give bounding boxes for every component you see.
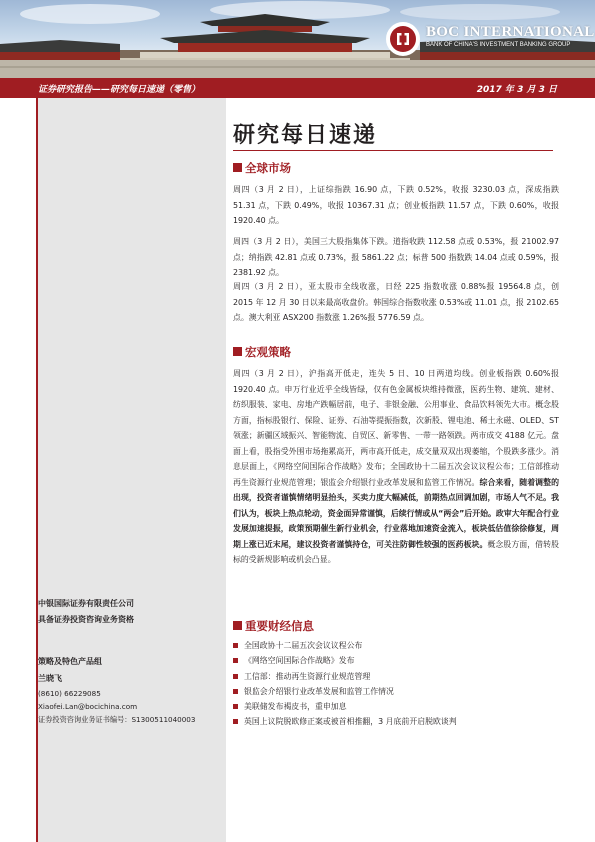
sidebar-accent-rule <box>36 98 38 842</box>
team-name: 策略及特色产品组 <box>38 657 102 666</box>
news-item-text: 全国政协十二届五次会议议程公布 <box>244 641 363 650</box>
left-sidebar <box>36 98 226 842</box>
section-title: 宏观策略 <box>245 345 291 359</box>
section-title: 重要财经信息 <box>245 619 314 633</box>
analyst-certificate: 证券投资咨询业务证书编号：S1300511040003 <box>38 715 196 724</box>
page-title: 研究每日速递 <box>233 122 378 148</box>
boc-logo-icon <box>386 22 420 56</box>
qualification-text: 具备证券投资咨询业务资格 <box>38 615 134 624</box>
analyst-email[interactable]: Xiaofei.Lan@bocichina.com <box>38 702 138 711</box>
bullet-square-icon <box>233 704 238 709</box>
bullet-square-icon <box>233 658 238 663</box>
news-list <box>233 638 559 730</box>
list-item <box>233 699 559 714</box>
brand-lockup <box>386 22 595 56</box>
report-header-bar <box>0 78 595 98</box>
macro-plain-text: 周四（3 月 2 日），沪指高开低走，连失 5 日、10 日两道均线。创业板指跌 0.60%报 1920.40 点。申万行业近乎全线皆绿，仅有色金属板块维持微涨，医药生物、建筑、建材、纺织服装、家电、房地产跌幅居前，电子、非银金融、公用事业、食品饮料领先大市。概念股方面，指标股银行、保险、证券、石油等提振指数，次新股、锂电池、稀土永磁、OLED、ST 领涨；新疆区域振兴、智能物流、自贸区、新零售、一带一路领跌。两市成交 4188 亿元。盘面上看，股指受外围市场拖累高开，两市高开低走，成交量双双出现萎缩，个股跌多涨少。消息层面上，《网络空间国际合作战略》发布；全国政协十二届五次会议议程公布；工信部推动再生资源行业规范管理；银监会介绍银行业改革发展和监管工作情况。 <box>233 369 559 487</box>
section-marker-icon <box>233 347 242 356</box>
paragraph-macro-strategy <box>233 366 559 568</box>
brand-name: BOC INTERNATIONAL <box>426 24 595 40</box>
macro-tail-text: 概念股方面，借转股标的受新规影响或机会凸显。 <box>233 539 559 564</box>
list-item <box>233 714 559 729</box>
header-banner <box>0 0 595 78</box>
section-title: 全球市场 <box>245 161 291 175</box>
news-item-text: 英国上议院脱欧修正案或被首相推翻，3 月底前开启脱欧谈判 <box>244 717 457 727</box>
paragraph-a-shares: 周四（3 月 2 日），上证综指跌 16.90 点，下跌 0.52%，收报 3230.03 点，深成指跌 51.31 点，下跌 0.49%，收报 10367.31 点；创业板指跌 11.57 点，下跌 0.60%，收报 1920.40 点。 <box>233 185 559 225</box>
list-item <box>233 669 559 684</box>
report-breadcrumb: 证券研究报告——研究每日速递（零售） <box>38 85 201 95</box>
company-name: 中银国际证券有限责任公司 <box>38 599 134 608</box>
bullet-square-icon <box>233 674 238 679</box>
macro-bold-text: 综合来看，随着调整的出现，投资者谨慎情绪明显抬头，买卖力度大幅减低，前期热点回调加剧，市场人气不足。我们认为，板块上热点轮动，资金面异常谨慎，后续行情或从“两会”后开始。政审大年配合行业发展加速提振，政策预期催生新行业机会，行业落地加速资金流入，板块低估值徐徐修复，周期上涨已近末尾，建议投资者谨慎持仓，可关注防御性较强的医药板块。 <box>233 477 559 549</box>
paragraph-asia-pacific: 周四（3 月 2 日），亚太股市全线收涨，日经 225 指数收涨 0.88%报 19564.8 点，创 2015 年 12 月 30 日以来最高收盘价。韩国综合指数收涨 0.53%或 11.01 点，报 2102.65 点。澳大利亚 ASX200 指数涨 1.26%报 5776.59 点。 <box>233 282 559 322</box>
news-item-text: 美联储发布褐皮书，重申加息 <box>244 702 347 712</box>
title-divider <box>233 150 553 151</box>
bullet-square-icon <box>233 689 238 694</box>
news-item-text: 银监会介绍银行业改革发展和监管工作情况 <box>244 686 394 696</box>
paragraph-us-markets: 周四（3 月 2 日），美国三大股指集体下跌。道指收跌 112.58 点或 0.53%，报 21002.97 点；纳指跌 42.81 点或 0.73%，报 5861.22 点；标普 500 指数跌 14.04 点或 0.59%，报 2381.92 点。 <box>233 237 559 277</box>
analyst-phone: (8610) 66229085 <box>38 689 101 698</box>
list-item <box>233 653 559 668</box>
analyst-name: 兰晓飞 <box>38 674 62 683</box>
section-marker-icon <box>233 163 242 172</box>
bullet-square-icon <box>233 643 238 648</box>
news-item-text: 《网络空间国际合作战略》发布 <box>244 656 355 666</box>
list-item <box>233 684 559 699</box>
news-item-text: 工信部：推动再生资源行业规范管理 <box>244 671 371 681</box>
bullet-square-icon <box>233 719 238 724</box>
section-marker-icon <box>233 621 242 630</box>
report-date: 2017 年 3 月 3 日 <box>476 85 557 95</box>
brand-subtitle: BANK OF CHINA'S INVESTMENT BANKING GROUP <box>426 42 571 48</box>
list-item <box>233 638 559 653</box>
